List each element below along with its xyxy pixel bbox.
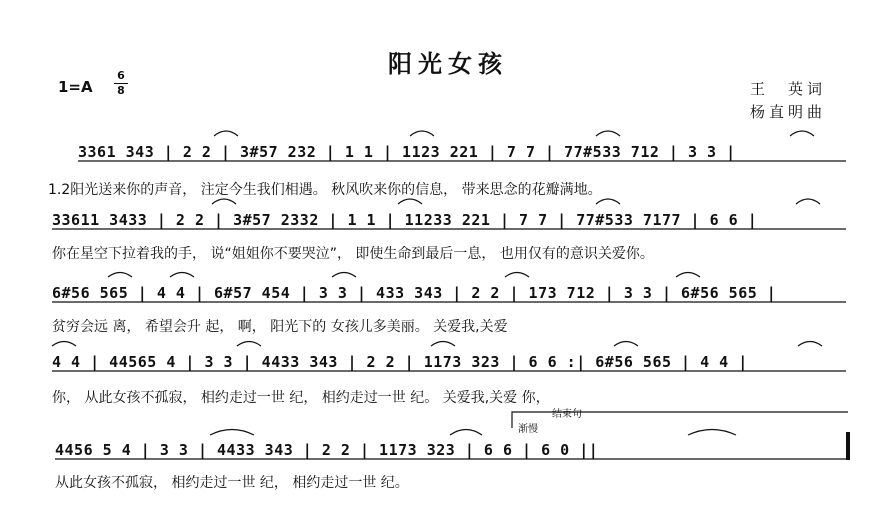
staff-5-notes: 4456 5 4 | 3 3 | 4433 343 | 2 2 | 1173 323 | 6 6 | 6 0 || [55, 441, 599, 459]
staff-4-notes: 4 4 | 44565 4 | 3 3 | 4433 343 | 2 2 | 1173 323 | 6 6 :| 6#56 565 | 4 4 | [52, 353, 748, 371]
tie-mark [170, 273, 194, 278]
staff-4-lyrics: 你， 从此女孩不孤寂， 相约走过一世 纪， 相约走过一世 纪。 关爱我,关爱 你， [52, 390, 550, 406]
tie-mark [237, 342, 261, 347]
ending-tempo: 渐慢 [518, 424, 538, 435]
lyricist-credit: 王 英词 [750, 80, 827, 98]
staff-1-lyrics: 1.2阳光送来你的声音， 注定今生我们相遇。 秋风吹来你的信息， 带来思念的花瓣满地。 [48, 182, 602, 198]
tie-mark [108, 273, 132, 278]
staff-5-lyrics: 从此女孩不孤寂， 相约走过一世 纪， 相约走过一世 纪。 [55, 475, 409, 491]
time-signature-top: 6 [117, 69, 125, 82]
tie-mark [798, 342, 822, 347]
tie-mark [796, 199, 820, 204]
tie-mark [614, 342, 638, 347]
ending-label: 结束句 [552, 409, 582, 420]
tie-mark [790, 131, 814, 136]
tie-mark [210, 430, 254, 436]
tie-mark [431, 342, 455, 347]
tie-mark [505, 273, 529, 278]
tie-mark [214, 131, 238, 136]
tie-mark [688, 430, 736, 436]
tie-mark [52, 342, 76, 347]
staff-2-lyrics: 你在星空下拉着我的手， 说“姐姐你不要哭泣”， 即使生命到最后一息， 也用仅有的意识关爱你。 [52, 246, 654, 262]
tie-mark [212, 199, 236, 204]
final-barline [846, 432, 850, 460]
staff-1-notes: 3361 343 | 2 2 | 3#57 232 | 1 1 | 1123 221 | 7 7 | 77#533 712 | 3 3 | [78, 143, 736, 161]
composer-credit: 杨直明曲 [750, 103, 827, 121]
tie-mark [398, 199, 422, 204]
tie-mark [596, 131, 620, 136]
tie-mark [410, 131, 434, 136]
tie-mark [332, 273, 356, 278]
ending-bracket [512, 412, 848, 428]
staff-3-lyrics: 贫穷会远 离， 希望会升 起， 啊， 阳光下的 女孩儿多美丽。 关爱我,关爱 [52, 319, 508, 335]
tie-mark [676, 273, 700, 278]
time-signature-bottom: 8 [117, 84, 125, 97]
staff-2-notes: 33611 3433 | 2 2 | 3#57 2332 | 1 1 | 11233 221 | 7 7 | 77#533 7177 | 6 6 | [52, 211, 758, 229]
staff-3-notes: 6#56 565 | 4 4 | 6#57 454 | 3 3 | 433 343 | 2 2 | 173 712 | 3 3 | 6#56 565 | [52, 284, 777, 302]
tie-mark [596, 199, 620, 204]
key-signature: 1=A [58, 78, 93, 96]
song-title: 阳光女孩 [388, 50, 508, 78]
tie-mark [450, 430, 482, 436]
